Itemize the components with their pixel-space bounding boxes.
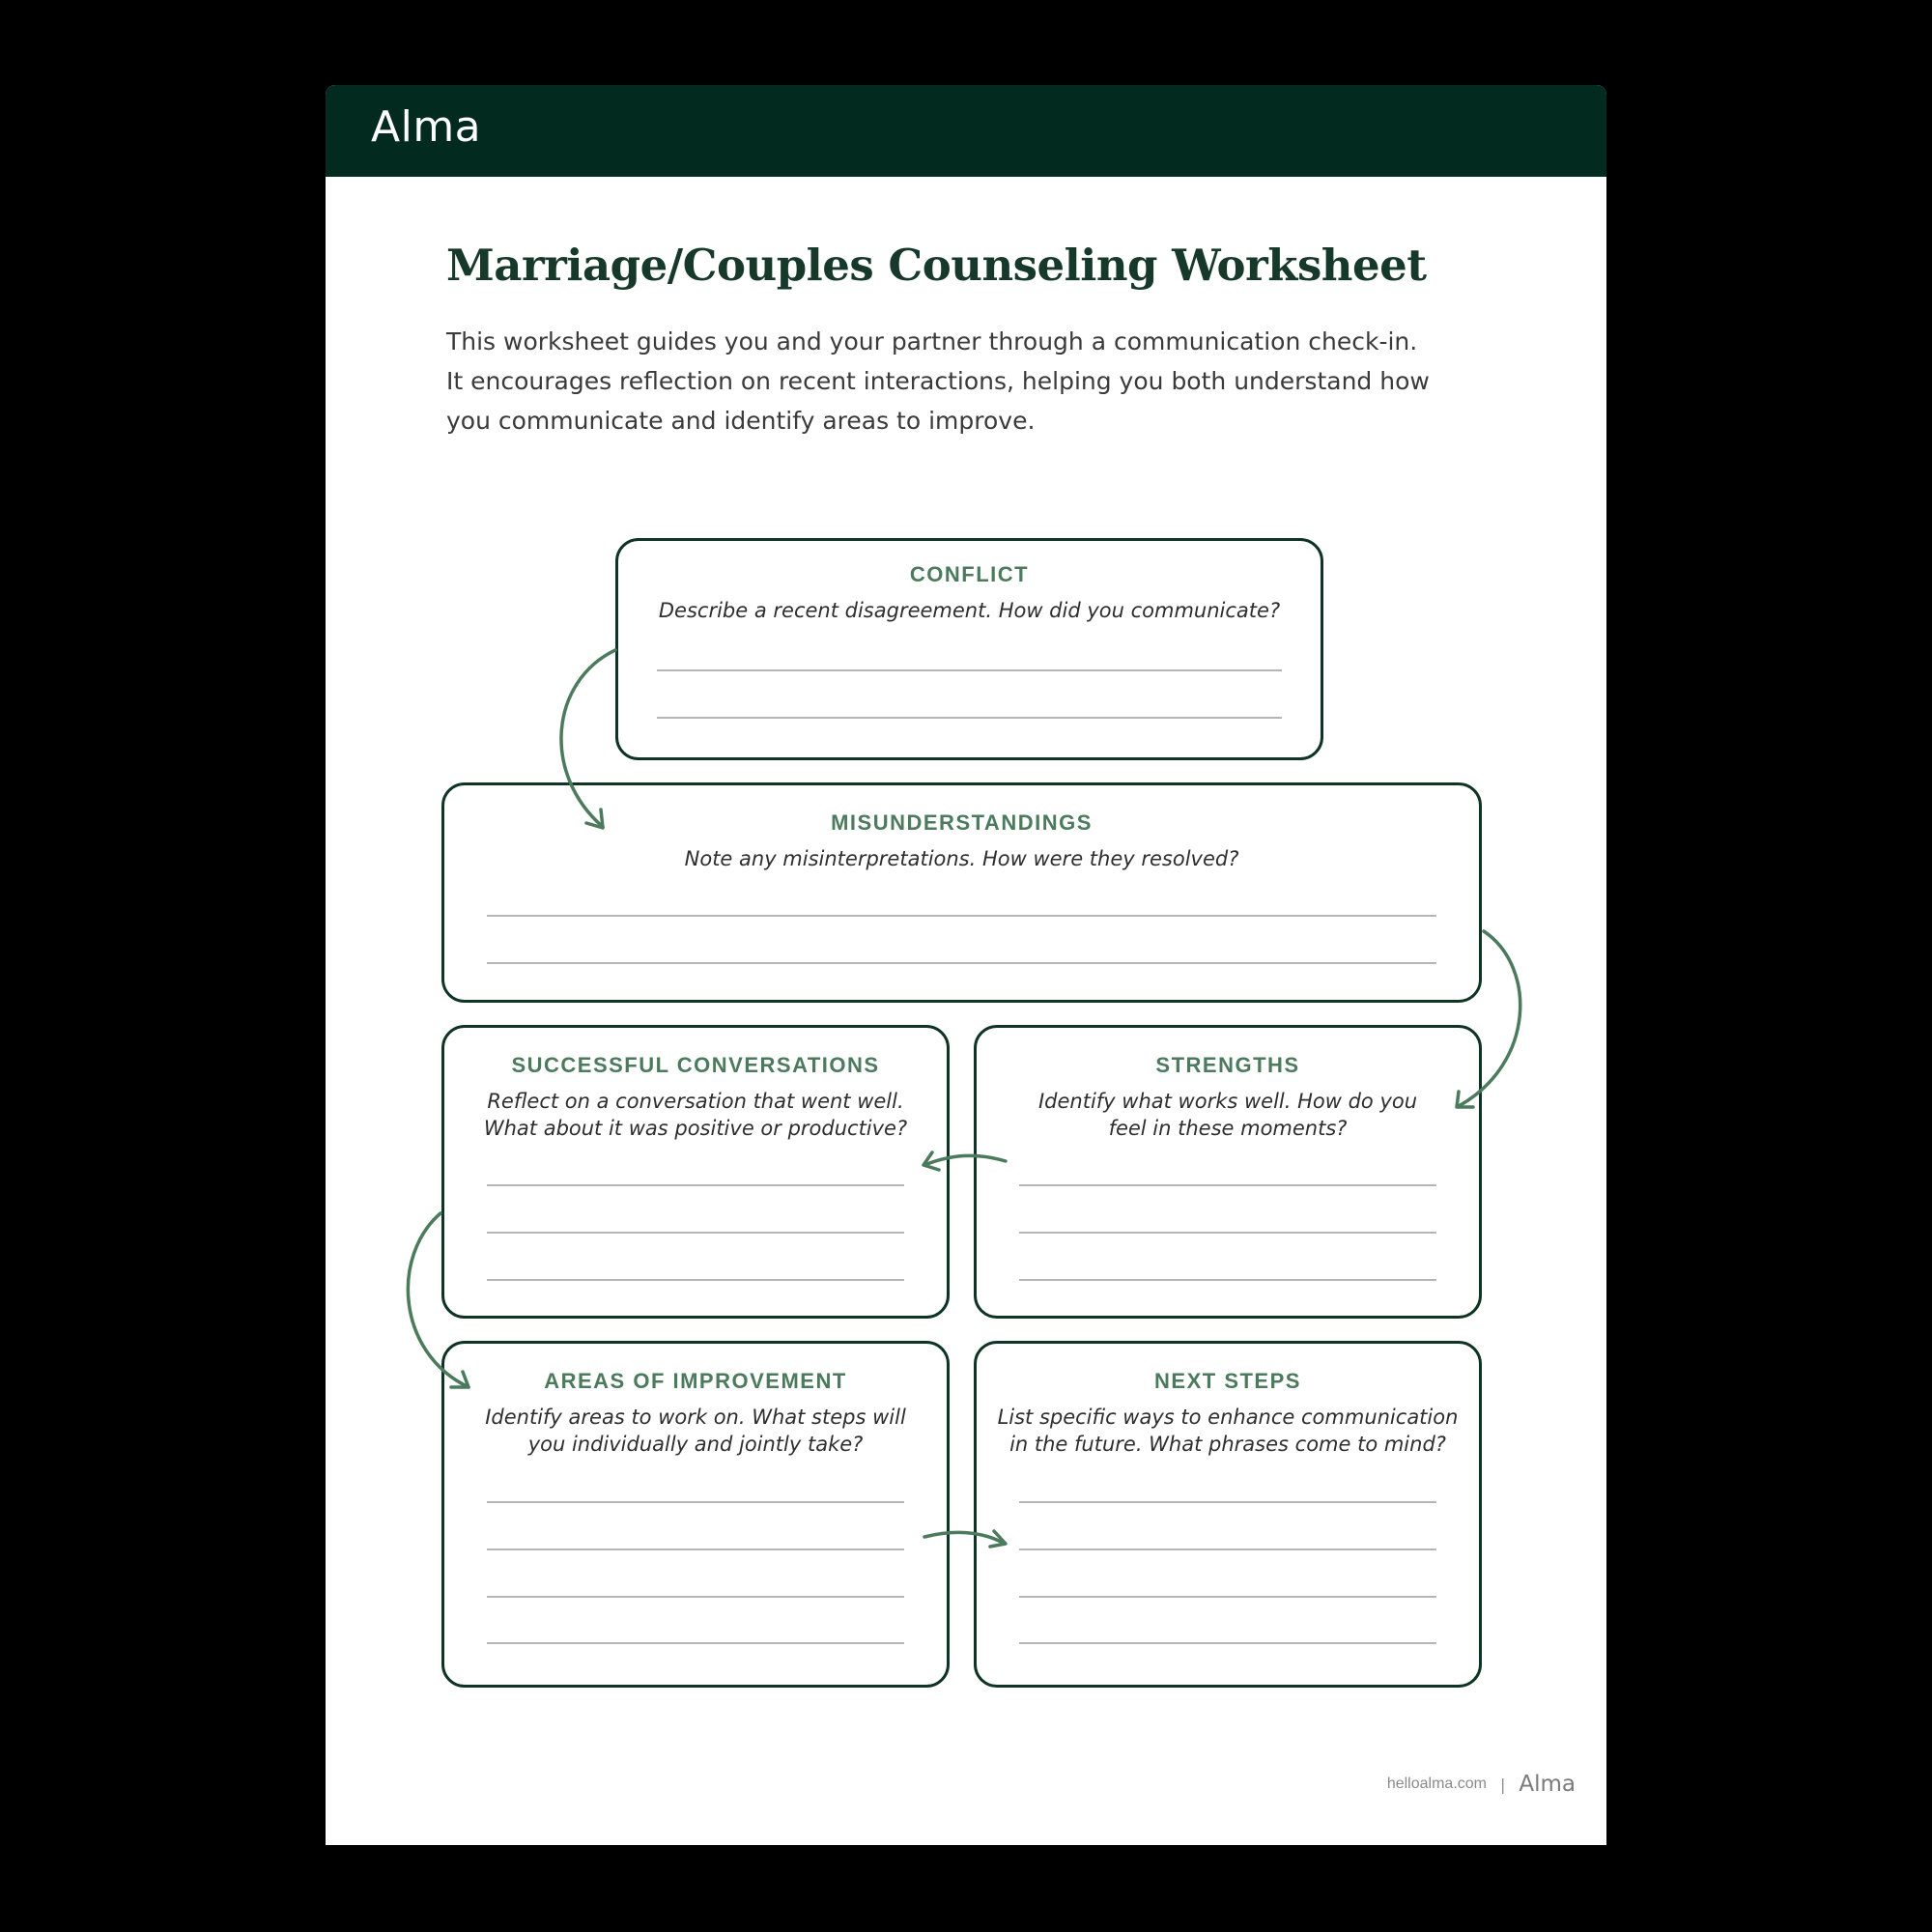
answer-line[interactable]: [487, 962, 1436, 964]
prompt-line: Identify what works well. How do you: [1037, 1090, 1418, 1113]
prompt-line: feel in these moments?: [1108, 1117, 1348, 1140]
page-title: Marriage/Couples Counseling Worksheet: [446, 240, 1427, 291]
footer-alma-logo: Alma: [1519, 1772, 1576, 1797]
section-heading: SUCCESSFUL CONVERSATIONS: [511, 1053, 880, 1077]
section-misunderstandings: [441, 782, 1482, 1003]
answer-line[interactable]: [1019, 1184, 1436, 1186]
section-prompt: [618, 597, 1321, 624]
section-heading: AREAS OF IMPROVEMENT: [544, 1369, 847, 1393]
header-bar: [326, 85, 1606, 177]
prompt-line: Describe a recent disagreement. How did you communicate?: [658, 599, 1281, 622]
prompt-line: in the future. What phrases come to mind?: [1009, 1433, 1446, 1456]
answer-line[interactable]: [1019, 1232, 1436, 1234]
answer-line[interactable]: [487, 1232, 904, 1234]
answer-line[interactable]: [1019, 1279, 1436, 1281]
intro-line: It encourages reflection on recent interactions, helping you both understand how: [446, 367, 1430, 395]
prompt-line: Identify areas to work on. What steps will: [485, 1406, 906, 1429]
section-heading: MISUNDERSTANDINGS: [831, 810, 1093, 835]
answer-line[interactable]: [1019, 1596, 1436, 1598]
worksheet-page: [326, 85, 1606, 1845]
section-prompt: [977, 1088, 1479, 1142]
section-strengths: [974, 1025, 1482, 1319]
answer-line[interactable]: [487, 1548, 904, 1550]
section-heading: CONFLICT: [909, 562, 1030, 586]
section-prompt: [977, 1404, 1479, 1458]
footer-separator: |: [1499, 1775, 1506, 1794]
answer-line[interactable]: [657, 669, 1282, 671]
page-footer: [1387, 1772, 1576, 1797]
answer-line[interactable]: [1019, 1548, 1436, 1550]
answer-line[interactable]: [487, 1642, 904, 1644]
footer-url[interactable]: helloalma.com: [1386, 1776, 1487, 1792]
alma-logo: Alma: [371, 102, 482, 152]
prompt-line: you individually and jointly take?: [527, 1433, 864, 1456]
section-conflict: [615, 538, 1323, 760]
section-successful-conversations: [441, 1025, 950, 1319]
answer-line[interactable]: [487, 1501, 904, 1503]
section-prompt: [444, 845, 1479, 872]
intro-line: you communicate and identify areas to improve.: [446, 407, 1036, 435]
answer-line[interactable]: [487, 1596, 904, 1598]
answer-line[interactable]: [657, 717, 1282, 719]
prompt-line: What about it was positive or productive?: [483, 1117, 908, 1140]
section-prompt: [444, 1088, 947, 1142]
intro-paragraph: [446, 322, 1509, 440]
prompt-line: Reflect on a conversation that went well.: [487, 1090, 904, 1113]
answer-line[interactable]: [487, 1184, 904, 1186]
intro-line: This worksheet guides you and your partner through a communication check-in.: [446, 327, 1418, 355]
prompt-line: Note any misinterpretations. How were they resolved?: [684, 847, 1239, 870]
section-heading: STRENGTHS: [1155, 1053, 1300, 1077]
section-areas-of-improvement: [441, 1341, 950, 1688]
answer-line[interactable]: [487, 915, 1436, 917]
answer-line[interactable]: [1019, 1642, 1436, 1644]
section-heading: NEXT STEPS: [1154, 1369, 1301, 1393]
section-next-steps: [974, 1341, 1482, 1688]
prompt-line: List specific ways to enhance communication: [997, 1406, 1459, 1429]
answer-line[interactable]: [1019, 1501, 1436, 1503]
section-prompt: [444, 1404, 947, 1458]
answer-line[interactable]: [487, 1279, 904, 1281]
